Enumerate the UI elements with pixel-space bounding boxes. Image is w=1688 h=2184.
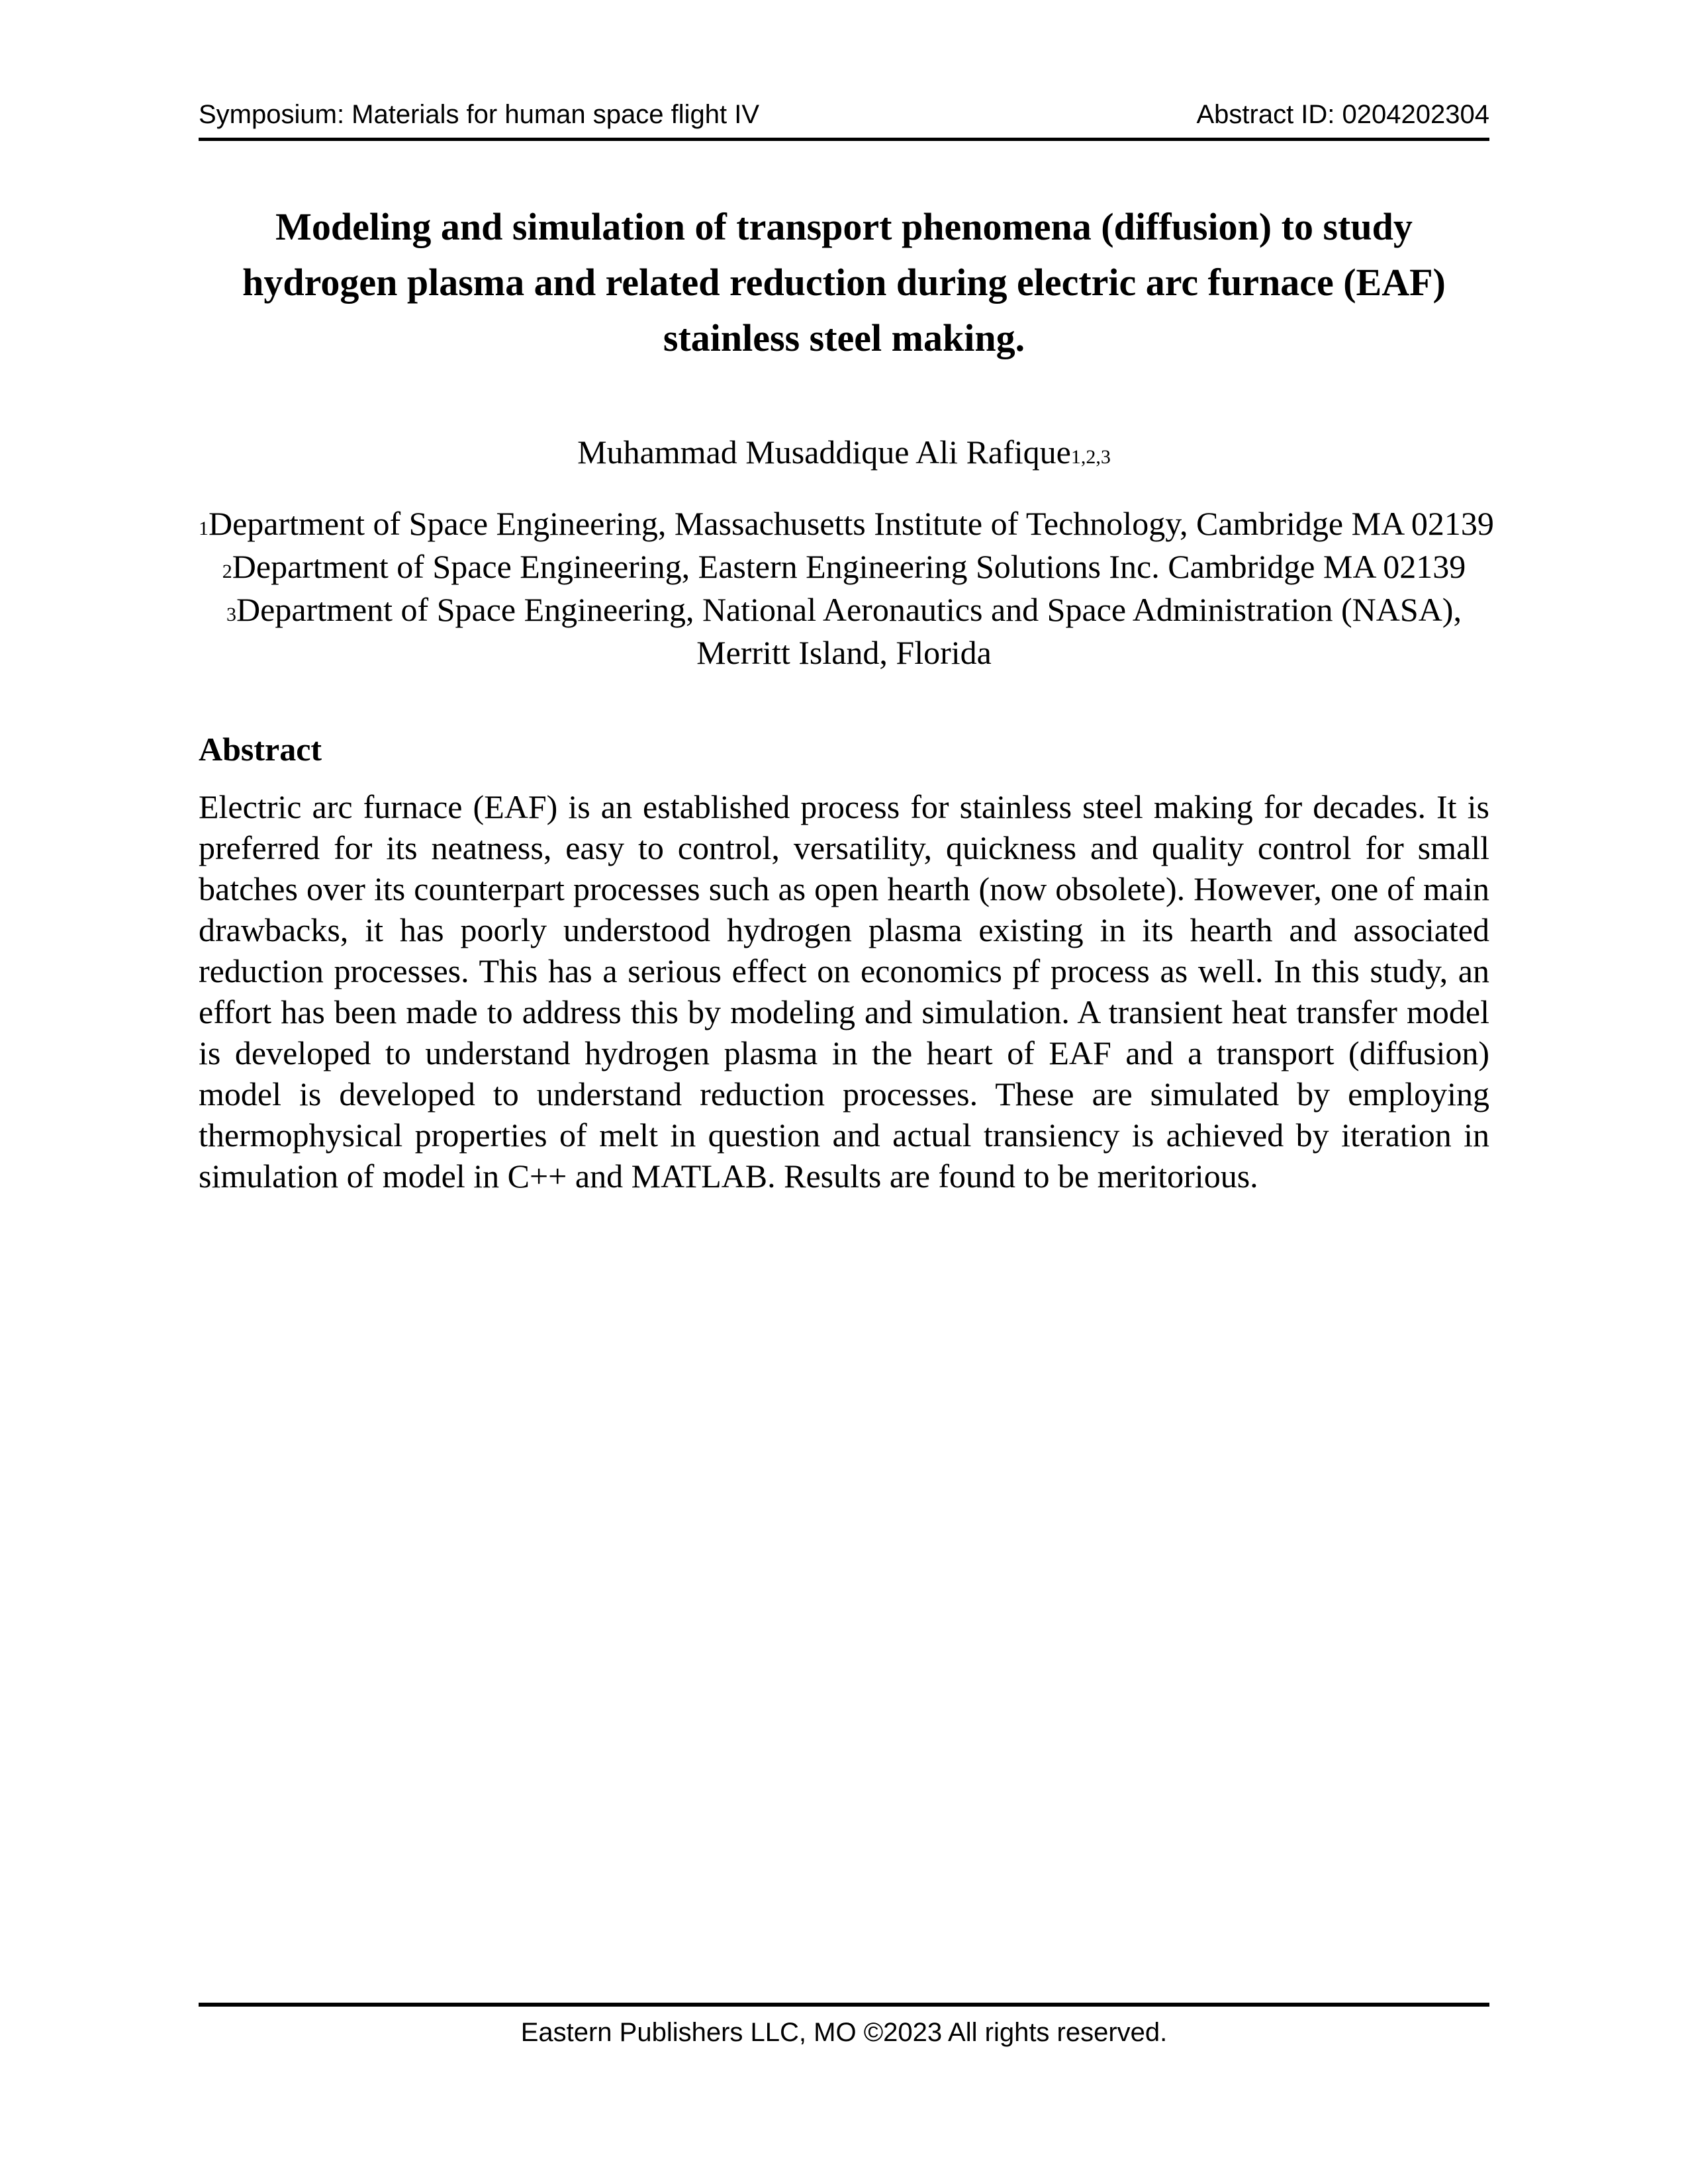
page-footer	[199, 2003, 1489, 2048]
affiliation-text-4: Merritt Island, Florida	[696, 634, 992, 672]
header-abstract-id: Abstract ID: 0204202304	[1196, 100, 1489, 129]
affiliation-marker-2: 2	[222, 561, 232, 583]
affiliation-marker-3: 3	[226, 604, 237, 626]
page-header	[199, 99, 1489, 141]
footer-copyright-text: Eastern Publishers LLC, MO ©2023 All rights reserved.	[520, 2018, 1168, 2047]
author-line	[199, 432, 1489, 472]
affiliation-marker-1: 1	[199, 518, 209, 540]
author-affiliation-marks: 1,2,3	[1070, 446, 1111, 469]
paper-title: Modeling and simulation of transport phenomena (diffusion) to study hydrogen plasma and related reduction during electric arc furnace (EAF) stainless steel making.	[242, 205, 1446, 360]
affiliation-line-4	[199, 631, 1489, 674]
header-symposium-label: Symposium: Materials for human space flight IV	[199, 100, 760, 129]
affiliation-line-2	[199, 545, 1489, 588]
abstract-heading: Abstract	[199, 731, 322, 768]
affiliation-line-3	[199, 588, 1489, 631]
author-name: Muhammad Musaddique Ali Rafique	[577, 433, 1071, 471]
affiliations-block	[199, 502, 1494, 674]
affiliation-text-3: Department of Space Engineering, National Aeronautics and Space Administration (NASA),	[236, 591, 1462, 629]
affiliation-line-1	[199, 502, 1494, 545]
affiliation-text-2: Department of Space Engineering, Eastern Engineering Solutions Inc. Cambridge MA 02139	[232, 548, 1466, 586]
abstract-body: Electric arc furnace (EAF) is an established process for stainless steel making for decades. It is preferred for its neatness, easy to control, versatility, quickness and quality control for small batches over its counterpart processes such as open hearth (now obsolete). However, one of main drawbacks, it has poorly understood hydrogen plasma existing in its hearth and associated reduction processes. This has a serious effect on economics pf process as well. In this study, an effort has been made to address this by modeling and simulation. A transient heat transfer model is developed to understand hydrogen plasma in the heart of EAF and a transport (diffusion) model is developed to understand reduction processes. These are simulated by employing thermophysical properties of melt in question and actual transiency is achieved by iteration in simulation of model in C++ and MATLAB. Results are found to be meritorious.	[199, 788, 1489, 1195]
affiliation-text-1: Department of Space Engineering, Massachusetts Institute of Technology, Cambridge MA 02139	[209, 505, 1494, 543]
